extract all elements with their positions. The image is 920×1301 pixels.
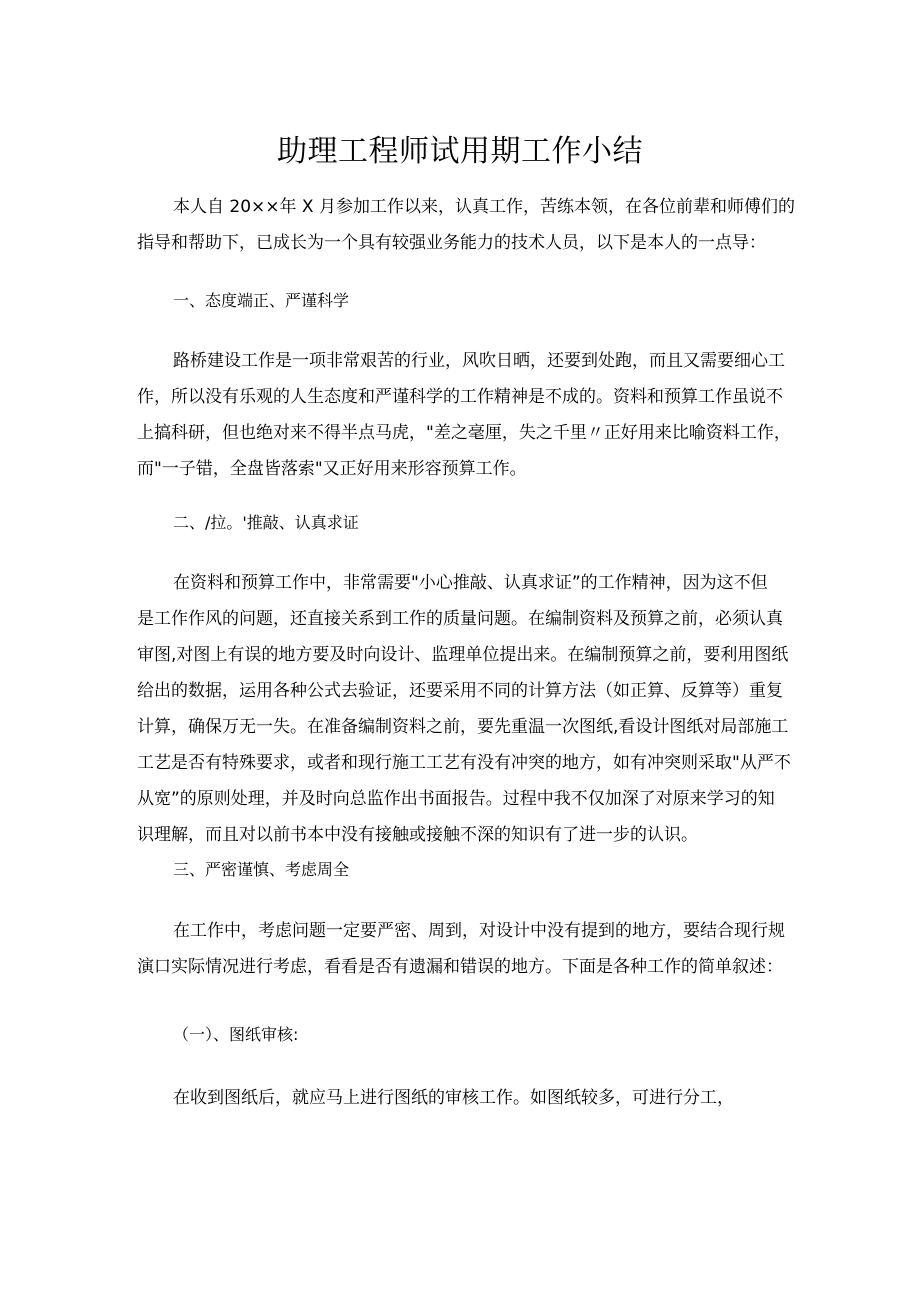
paragraph-line: 审图,对图上有误的地方要及时向设计、监理单位提出来。在编制预算之前，要利用图纸	[137, 645, 789, 665]
paragraph-line: 从宽”的原则处理，并及时向总监作出书面报告。过程中我不仅加深了对原来学习的知	[137, 789, 775, 809]
paragraph-line: 计算，确保万无一失。在准备编制资料之前，要先重温一次图纸,看设计图纸对局部施工	[137, 717, 789, 737]
paragraph-line: 作，所以没有乐观的人生态度和严谨科学的工作精神是不成的。资料和预算工作虽说不	[137, 387, 783, 407]
paragraph-line: 演口实际情况进行考虑，看看是否有遗漏和错误的地方。下面是各种工作的简单叙述：	[137, 957, 783, 977]
paragraph-line: 指导和帮助下，已成长为一个具有较强业务能力的技术人员，以下是本人的一点导：	[137, 233, 766, 253]
paragraph-line: 工艺是否有特殊要求，或者和现行施工工艺有没有冲突的地方，如有冲突则采取"从严不	[137, 753, 791, 773]
section-2-paragraph	[137, 565, 817, 853]
paragraph-line: 在工作中，考虑问题一定要严密、周到，对设计中没有提到的地方，要结合现行规	[173, 921, 785, 941]
paragraph-line: 在收到图纸后，就应马上进行图纸的审核工作。如图纸较多，可进行分工，	[173, 1088, 734, 1108]
subsection-heading-1: （一）、图纸审核:	[173, 1025, 299, 1044]
paragraph-line: 路桥建设工作是一项非常艰苦的行业，风吹日晒，还要到处跑，而且又需要细心工	[173, 351, 785, 371]
paragraph-line: 给出的数据，运用各种公式去验证，还要采用不同的计算方法（如正算、反算等）重复	[137, 681, 783, 701]
section-heading-2: 二、/拉。'推敲、认真求证	[173, 513, 359, 532]
subsection-1-paragraph	[137, 1080, 817, 1116]
intro-paragraph	[137, 189, 817, 261]
paragraph-line: 而"一子错，全盘皆落索"又正好用来形容预算工作。	[137, 459, 527, 479]
section-heading-3: 三、严密谨慎、考虑周全	[173, 860, 350, 879]
paragraph-line: 在资料和预算工作中，非常需要"小心推敲、认真求证”的工作精神，因为这不但	[173, 573, 768, 593]
paragraph-line: 上搞科研，但也绝对来不得半点马虎，"差之毫厘，失之千里〃正好用来比喻资料工作，	[137, 423, 791, 443]
paragraph-line: 识理解，而且对以前书本中没有接触或接触不深的知识有了进一步的认识。	[137, 825, 698, 845]
document-title: 助理工程师试用期工作小结	[277, 134, 643, 169]
paragraph-line: 是工作作风的问题，还直接关系到工作的质量问题。在编制资料及预算之前，必须认真	[137, 609, 783, 629]
paragraph-line: 本人自 20××年 X 月参加工作以来，认真工作，苦练本领，在各位前辈和师傅们的	[173, 197, 795, 217]
section-heading-1: 一、态度端正、严谨科学	[173, 291, 350, 310]
section-1-paragraph	[137, 343, 817, 487]
section-3-paragraph	[137, 913, 817, 985]
